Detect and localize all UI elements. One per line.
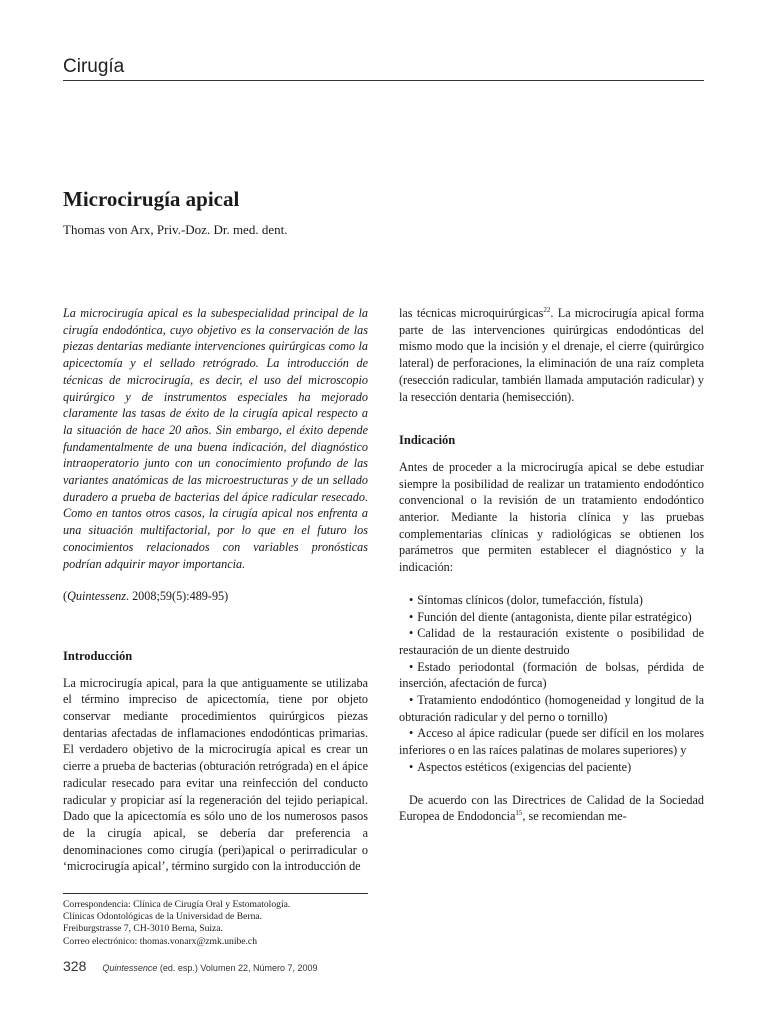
- list-item: [399, 725, 704, 758]
- bullet-icon: •: [409, 592, 414, 607]
- section-label: Cirugía: [63, 56, 125, 77]
- bullet-icon: •: [409, 626, 414, 641]
- list-item-text: Síntomas clínicos (dolor, tumefacción, fístula): [417, 592, 643, 607]
- list-item-text: Tratamiento endodóntico (homogeneidad y longitud de la obturación radicular y del perno o tornillo): [399, 693, 704, 724]
- reference-15: 15: [515, 809, 523, 818]
- list-item: [399, 625, 704, 658]
- list-item-text: Función del diente (antagonista, diente pilar estratégico): [417, 609, 692, 624]
- list-item: [399, 659, 704, 692]
- article-title: Microcirugía apical: [63, 187, 240, 211]
- list-item-text: Acceso al ápice radicular (puede ser difícil en los molares inferiores o en las raíces palatinas de molares superiores) y: [399, 726, 704, 758]
- right-column: [399, 305, 704, 825]
- introduccion-text-continued: [399, 305, 704, 405]
- left-column: [63, 305, 368, 875]
- citation: [63, 588, 368, 605]
- intro-continued-text: las técnicas microquirúrgicas: [399, 306, 544, 320]
- running-footer: [102, 963, 317, 973]
- footnote-rule: [63, 893, 368, 894]
- article-authors: Thomas von Arx, Priv.-Doz. Dr. med. dent.: [63, 222, 288, 237]
- indicacion-closing-text: [399, 792, 704, 825]
- page-footer: [63, 958, 318, 976]
- bullet-icon: •: [409, 693, 414, 708]
- list-item-text: Estado periodontal (formación de bolsas, pérdida de inserción, afectación de furca): [399, 659, 704, 691]
- list-item: [399, 609, 704, 626]
- correspondence-footnote: [63, 899, 368, 948]
- indicacion-text: Antes de proceder a la microcirugía apical se debe estudiar siempre la posibilidad de realizar un tratamiento endodóntico convencional o la revisión de un tratamiento endodóntico anterior. Mediante la historia clínica y las pruebas complementarias clínicas y radiológicas se obtienen los parámetros que permiten establecer el diagnóstico y la indicación:: [399, 459, 704, 575]
- top-rule: [63, 80, 704, 81]
- page-number: 328: [63, 958, 87, 974]
- reference-22: 22: [543, 305, 551, 314]
- closing-text: De acuerdo con las Directrices de Calidad de la Sociedad Europea de Endodoncia: [399, 792, 704, 824]
- intro-after-ref: . La microcirugía apical forma parte de las intervenciones quirúrgicas endodónticas del mismo modo que la incisión y el drenaje, el cierre (quirúrgico lateral) de perforaciones, la eliminación de una raíz completa (resección radicular, también llamada amputación radicular) y la resección dentaria (hemisección).: [399, 306, 704, 404]
- indicacion-list: [399, 592, 704, 776]
- footnote-email: Correo electrónico: thomas.vonarx@zmk.unibe.ch: [63, 935, 257, 947]
- list-item: [399, 759, 704, 776]
- footnote-line: Clínicas Odontológicas de la Universidad de Berna.: [63, 911, 263, 923]
- list-item-text: Calidad de la restauración existente o posibilidad de restauración de un diente destruido: [399, 626, 704, 657]
- footnote-line: Correspondencia: Clínica de Cirugía Oral y Estomatología.: [63, 899, 291, 910]
- footer-journal: Quintessence: [102, 963, 158, 973]
- bullet-icon: •: [409, 759, 414, 774]
- bullet-icon: •: [409, 659, 414, 674]
- introduccion-heading: Introducción: [63, 648, 133, 663]
- list-item: [399, 592, 704, 609]
- list-item-text: Aspectos estéticos (exigencias del paciente): [417, 759, 632, 774]
- abstract-text: La microcirugía apical es la subespecialidad principal de la cirugía endodóntica, cuyo objetivo es la conservación de las piezas dentarias mediante intervenciones quirúrgicas como la apicectomía y el sellado retrógrado. La introducción de técnicas de microcirugía, es decir, el uso del microscopio quirúrgico y de instrumentos especiales ha mejorado claramente las tasas de éxito de la cirugía apical respecto a la situación de hace 20 años. Sin embargo, el éxito depende fundamentalmente de una buena indicación, del diagnóstico intraoperatorio junto con un conocimiento profundo de las variantes anatómicas de las microestructuras y de un sellado duradero a prueba de bacterias del ápice radicular resecado. Como en tantos otros casos, la cirugía apical nos enfrenta a una situación multifactorial, por lo que en el futuro los conocimientos relacionados con variables pronósticas podrían adquirir mayor importancia.: [63, 306, 368, 571]
- footnote-line: Freiburgstrasse 7, CH-3010 Berna, Suiza.: [63, 923, 223, 935]
- citation-open: (: [63, 589, 68, 604]
- citation-rest: . 2008;59(5):489-95): [125, 589, 229, 604]
- introduccion-text: La microcirugía apical, para la que antiguamente se utilizaba el término impreciso de apicectomía, tiene por objeto conservar mediante procedimientos quirúrgicos piezas dentarias afectadas de inflamaciones endodónticas primarias. El verdadero objetivo de la microcirugía apical es crear un cierre a prueba de bacterias (obturación retrógrada) en el ápice radicular resecado para evitar una reinfección del conducto radicular y propiciar así la regeneración del tejido periapical. Dado que la apicectomía es sólo uno de los numerosos pasos de la cirugía apical, se debería dar preferencia a denominaciones como cirugía (peri)apical o perirradicular o ‘microcirugía apical’, término surgido con la introducción de: [63, 675, 368, 874]
- citation-journal: Quintessenz: [67, 589, 126, 604]
- list-item: [399, 692, 704, 725]
- footer-issue: (ed. esp.) Volumen 22, Número 7, 2009: [157, 963, 318, 973]
- bullet-icon: •: [409, 726, 414, 741]
- indicacion-heading: Indicación: [399, 433, 456, 448]
- bullet-icon: •: [409, 609, 414, 624]
- closing-after: , se recomiendan me-: [522, 809, 627, 824]
